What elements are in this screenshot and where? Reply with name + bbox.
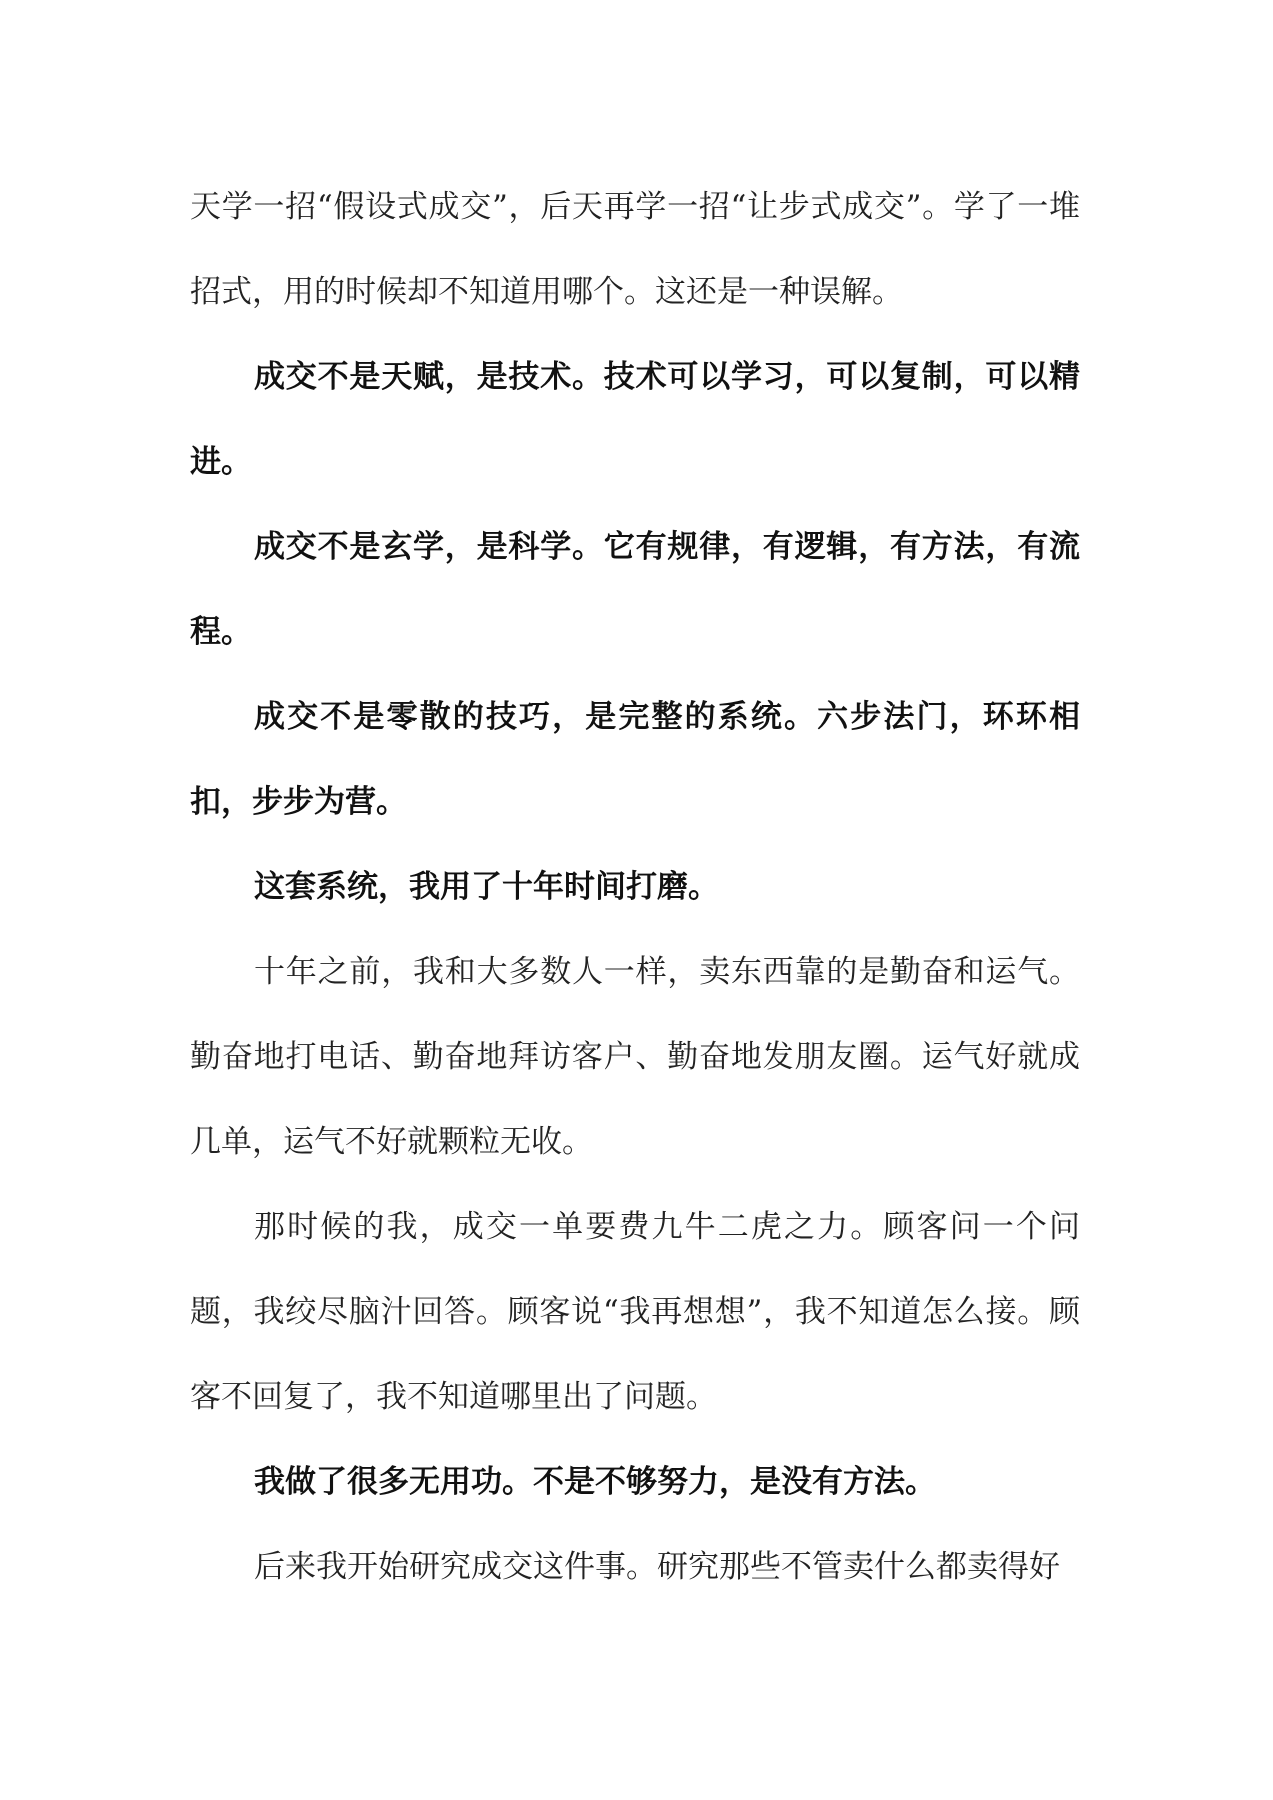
- paragraph-back-then: 那时候的我，成交一单要费九牛二虎之力。顾客问一个问题，我绞尽脑汁回答。顾客说“我再想想”，我不知道怎么接。顾客不回复了，我不知道哪里出了问题。: [190, 1209, 1080, 1415]
- document-body: [190, 165, 1080, 1610]
- paragraph-bold-science: 成交不是玄学，是科学。它有规律，有逻辑，有方法，有流程。: [190, 529, 1080, 650]
- paragraph-continuation: 天学一招“假设式成交”，后天再学一招“让步式成交”。学了一堆招式，用的时候却不知道用哪个。这还是一种误解。: [190, 189, 1080, 310]
- paragraph-bold-skill: 成交不是天赋，是技术。技术可以学习，可以复制，可以精进。: [190, 359, 1080, 480]
- paragraph-research: 后来我开始研究成交这件事。研究那些不管卖什么都卖得好: [254, 1549, 1060, 1585]
- paragraph-bold-system: 成交不是零散的技巧，是完整的系统。六步法门，环环相扣，步步为营。: [190, 699, 1080, 820]
- paragraph-ten-years-ago: 十年之前，我和大多数人一样，卖东西靠的是勤奋和运气。勤奋地打电话、勤奋地拜访客户、勤奋地发朋友圈。运气好就成几单，运气不好就颗粒无收。: [190, 954, 1080, 1160]
- paragraph-bold-useless-work: 我做了很多无用功。不是不够努力，是没有方法。: [254, 1464, 936, 1500]
- paragraph-bold-ten-years: 这套系统，我用了十年时间打磨。: [254, 869, 719, 905]
